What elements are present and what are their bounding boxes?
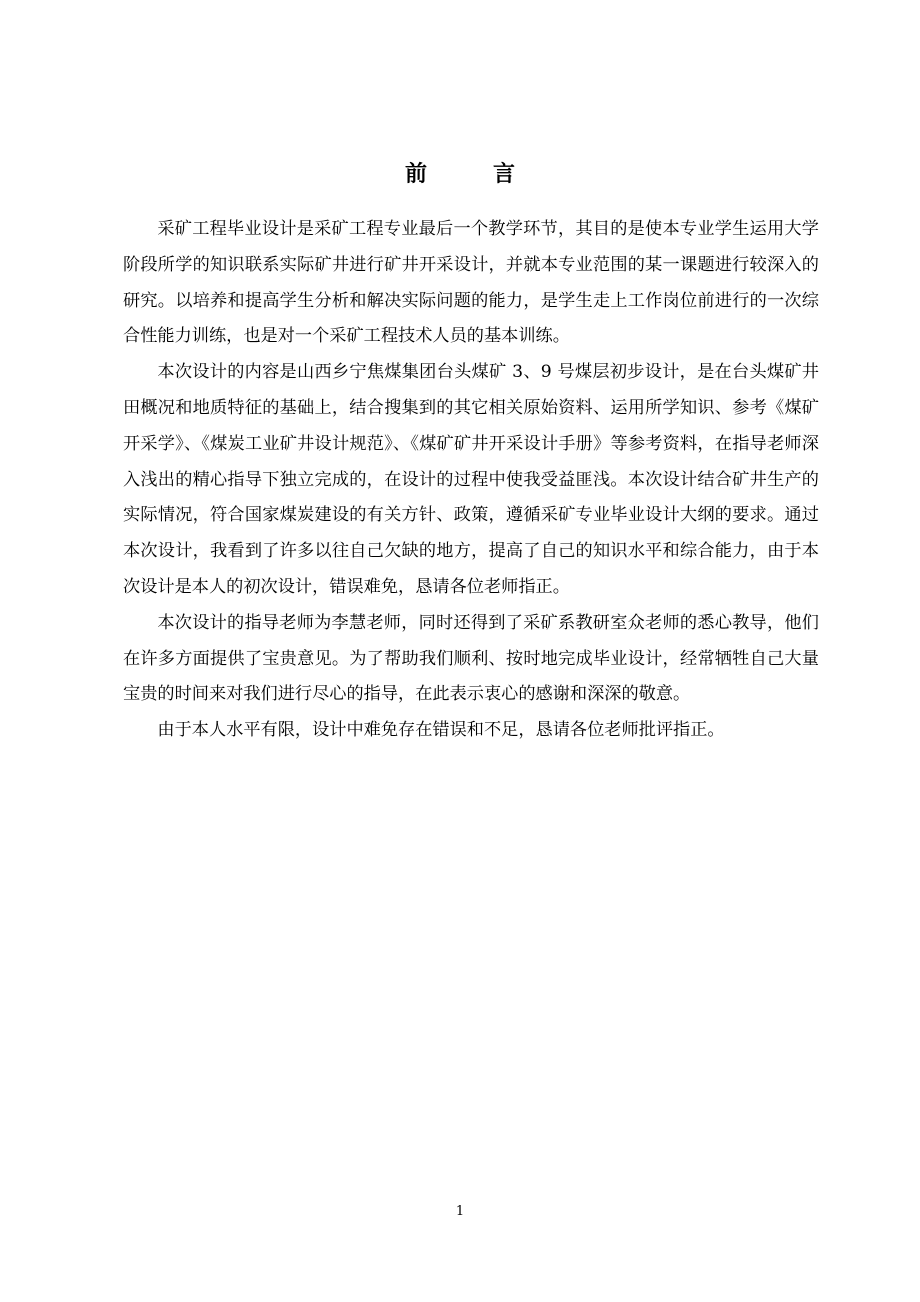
page-title: 前 言 — [404, 161, 537, 187]
paragraph-purpose: 采矿工程毕业设计是采矿工程专业最后一个教学环节，其目的是使本专业学生运用大学阶段所学的知识联系实际矿井进行矿井开采设计，并就本专业范围的某一课题进行较深入的研究。以培养和提高学生分析和解决实际问题的能力，是学生走上工作岗位前进行的一次综合性能力训练，也是对一个采矿工程技术人员的基本训练。 — [123, 219, 819, 347]
paragraph-closing: 由于本人水平有限，设计中难免存在错误和不足，恳请各位老师批评指正。 — [157, 720, 725, 741]
page-number: 1 — [455, 1204, 465, 1219]
preface-body — [123, 212, 819, 749]
paragraph-content: 本次设计的内容是山西乡宁焦煤集团台头煤矿 3、9 号煤层初步设计，是在台头煤矿井田概况和地质特征的基础上，结合搜集到的其它相关原始资料、运用所学知识、参考《煤矿开采学》、《煤炭工业矿井设计规范》、《煤矿矿井开采设计手册》等参考资料，在指导老师深入浅出的精心指导下独立完成的，在设计的过程中使我受益匪浅。本次设计结合矿井生产的实际情况，符合国家煤炭建设的有关方针、政策，遵循采矿专业毕业设计大纲的要求。通过本次设计，我看到了许多以往自己欠缺的地方，提高了自己的知识水平和综合能力，由于本次设计是本人的初次设计，错误难免，恳请各位老师指正。 — [123, 362, 819, 597]
paragraph-acknowledgement: 本次设计的指导老师为李慧老师，同时还得到了采矿系教研室众老师的悉心教导，他们在许多方面提供了宝贵意见。为了帮助我们顺利、按时地完成毕业设计，经常牺牲自己大量宝贵的时间来对我们进行尽心的指导，在此表示衷心的感谢和深深的敬意。 — [123, 612, 819, 705]
